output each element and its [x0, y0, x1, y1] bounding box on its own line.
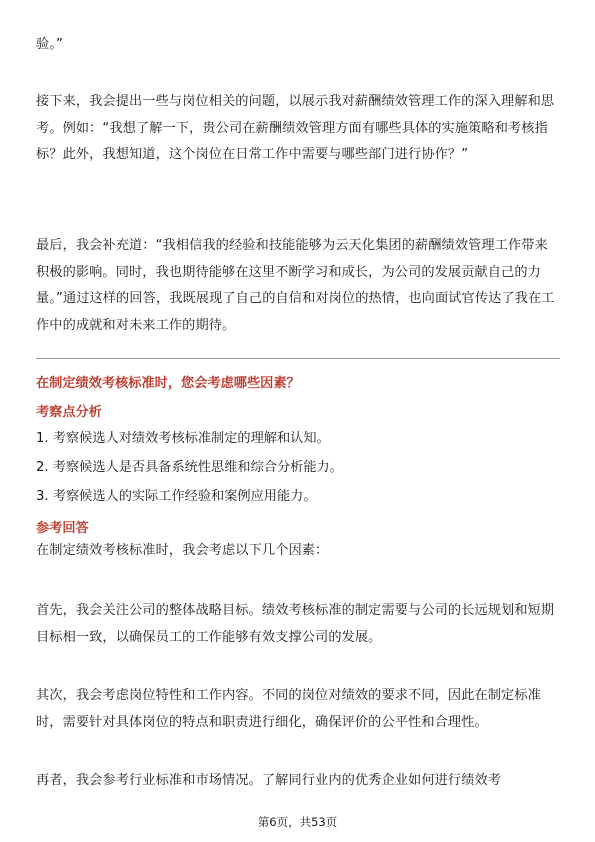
closing-paragraph: 最后，我会补充道：“我相信我的经验和技能能够为云天化集团的薪酬绩效管理工作带来积极的影响。同时，我也期待能够在这里不断学习和成长，为公司的发展贡献自己的力量。”通过这样的回答，我既展现了自己的自信和对岗位的热情，也向面试官传达了我在工作中的成就和对未来工作的期待。 — [36, 238, 555, 333]
analysis-item-1: 1. 考察候选人对绩效考核标准制定的理解和认知。 — [36, 431, 330, 446]
page-number-footer: 第6页，共53页 — [257, 815, 338, 829]
interview-question: 在制定绩效考核标准时，您会考虑哪些因素？ — [36, 376, 300, 391]
followup-paragraph: 接下来，我会提出一些与岗位相关的问题，以展示我对薪酬绩效管理工作的深入理解和思考。例如：“我想了解一下，贵公司在薪酬绩效管理方面有哪些具体的实施策略和考核指标？此外，我想知道，这个岗位在日常工作中需要与哪些部门进行协作？” — [36, 94, 555, 162]
answer-paragraph-1: 首先，我会关注公司的整体战略目标。绩效考核标准的制定需要与公司的长远规划和短期目标相一致，以确保员工的工作能够有效支撑公司的发展。 — [36, 603, 555, 645]
answer-heading: 参考回答 — [36, 521, 89, 536]
analysis-item-3: 3. 考察候选人的实际工作经验和案例应用能力。 — [36, 489, 317, 504]
answer-paragraph-3: 再者，我会参考行业标准和市场情况。了解同行业内的优秀企业如何进行绩效考 — [36, 773, 502, 788]
section-divider — [36, 358, 560, 359]
answer-lead: 在制定绩效考核标准时，我会考虑以下几个因素： — [36, 543, 329, 558]
analysis-item-2: 2. 考察候选人是否具备系统性思维和综合分析能力。 — [36, 460, 343, 475]
analysis-heading: 考察点分析 — [36, 405, 102, 420]
intro-tail-text: 验。” — [36, 37, 63, 52]
answer-paragraph-2: 其次，我会考虑岗位特性和工作内容。不同的岗位对绩效的要求不同，因此在制定标准时，需要针对具体岗位的特点和职责进行细化，确保评价的公平性和合理性。 — [36, 688, 541, 730]
